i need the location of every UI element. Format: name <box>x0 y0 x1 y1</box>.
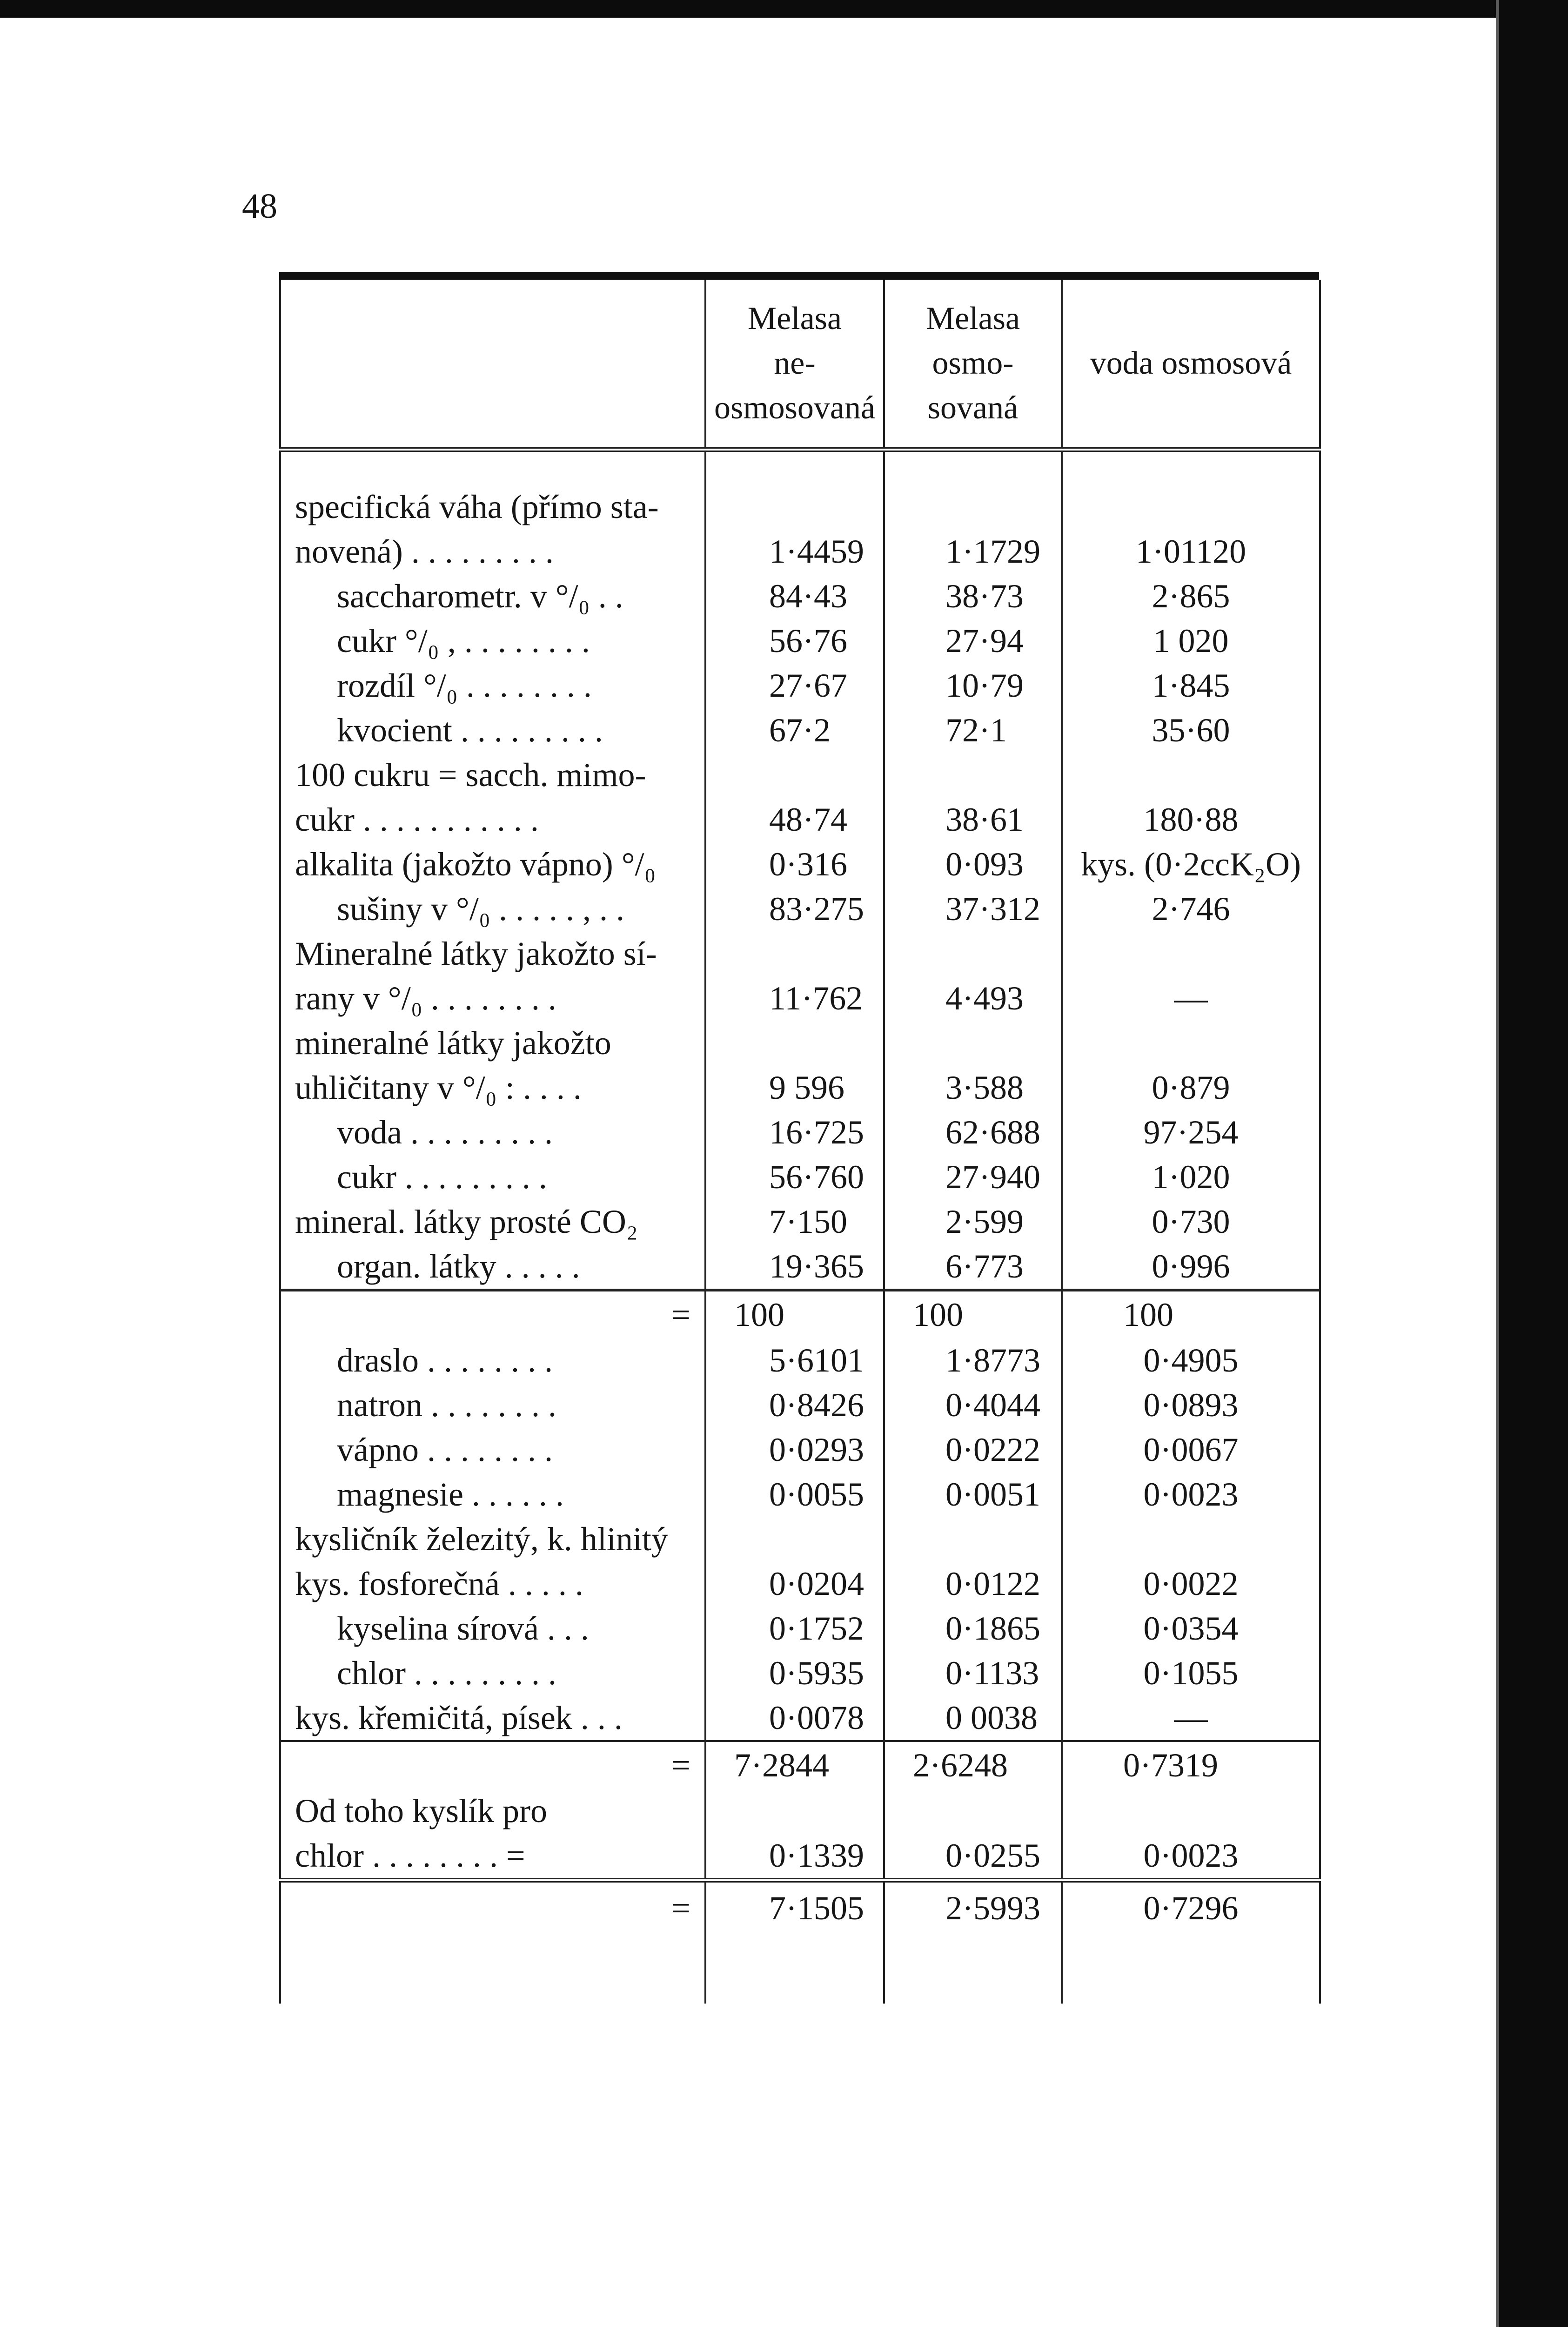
value-melasa-neosmosovana: 56·76 <box>705 619 884 663</box>
value-melasa-osmosovana: 62·688 <box>884 1110 1062 1155</box>
table-row <box>280 1199 1320 1244</box>
table-row <box>280 887 1320 931</box>
table-row <box>280 1110 1320 1155</box>
analysis-table-wrapper <box>279 272 1319 2004</box>
analysis-table <box>279 280 1321 2004</box>
value-voda-osmosova: 0·0354 <box>1062 1606 1320 1651</box>
value-melasa-neosmosovana: 5·6101 <box>705 1338 884 1383</box>
row-label: magnesie . . . . . . <box>280 1472 705 1517</box>
final-total-row <box>280 1880 1320 1934</box>
row-label: cukr . . . . . . . . . <box>280 1155 705 1199</box>
value-melasa-neosmosovana: 0·0204 <box>705 1561 884 1606</box>
value-melasa-osmosovana: 2·599 <box>884 1199 1062 1244</box>
value-melasa-neosmosovana: 48·74 <box>705 753 884 842</box>
value-melasa-osmosovana: 0·093 <box>884 842 1062 887</box>
page-number: 48 <box>242 187 277 226</box>
header-col3: voda osmosová <box>1062 280 1320 450</box>
value-voda-osmosova: 1·01120 <box>1062 484 1320 574</box>
value-melasa-osmosovana: 100 <box>884 1290 1062 1338</box>
value-melasa-neosmosovana: 0·1752 <box>705 1606 884 1651</box>
header-col1-line: osmosovaná <box>714 390 876 426</box>
row-label: kvocient . . . . . . . . . <box>280 708 705 753</box>
row-label <box>280 484 705 574</box>
value-melasa-neosmosovana: 0·1339 <box>705 1789 884 1880</box>
value-voda-osmosova: 0·0022 <box>1062 1561 1320 1606</box>
row-label-line: 100 cukru = sacch. mimo- <box>295 756 646 794</box>
table-row <box>280 931 1320 1021</box>
scan-border-right <box>1499 0 1568 2327</box>
value-voda-osmosova: 0·7319 <box>1062 1741 1320 1789</box>
value-melasa-osmosovana: 72·1 <box>884 708 1062 753</box>
value-melasa-osmosovana: 27·940 <box>884 1155 1062 1199</box>
value-voda-osmosova: 2·746 <box>1062 887 1320 931</box>
row-label <box>280 931 705 1021</box>
row-label <box>280 1789 705 1880</box>
value-voda-osmosova: — <box>1062 931 1320 1021</box>
row-label: natron . . . . . . . . <box>280 1383 705 1427</box>
value-voda-osmosova: 1 020 <box>1062 619 1320 663</box>
value-melasa-neosmosovana: 9 596 <box>705 1021 884 1110</box>
row-label: kys. fosforečná . . . . . <box>280 1561 705 1606</box>
row-label: voda . . . . . . . . . <box>280 1110 705 1155</box>
scan-border-top <box>0 0 1568 18</box>
value-melasa-osmosovana: 38·61 <box>884 753 1062 842</box>
row-label: sušiny v °/₀ . . . . . , . . <box>280 887 705 931</box>
header-col1 <box>705 280 884 450</box>
value-melasa-neosmosovana: 1·4459 <box>705 484 884 574</box>
value-melasa-neosmosovana: 27·67 <box>705 663 884 708</box>
ash-row <box>280 1606 1320 1651</box>
value-melasa-osmosovana: 1·1729 <box>884 484 1062 574</box>
row-label: mineral. látky prosté CO₂ <box>280 1199 705 1244</box>
row-label: = <box>280 1741 705 1789</box>
row-label: vápno . . . . . . . . <box>280 1427 705 1472</box>
value-melasa-neosmosovana: 56·760 <box>705 1155 884 1199</box>
value-melasa-osmosovana: 27·94 <box>884 619 1062 663</box>
table-row <box>280 663 1320 708</box>
value-voda-osmosova: 0·1055 <box>1062 1651 1320 1695</box>
value-voda-osmosova: 1·020 <box>1062 1155 1320 1199</box>
value-voda-osmosova: 35·60 <box>1062 708 1320 753</box>
value-voda-osmosova: 0·7296 <box>1062 1880 1320 1934</box>
value-melasa-neosmosovana: 0·0055 <box>705 1472 884 1517</box>
value-melasa-neosmosovana: 7·150 <box>705 1199 884 1244</box>
value-voda-osmosova: 0·730 <box>1062 1199 1320 1244</box>
value-melasa-osmosovana: 6·773 <box>884 1244 1062 1290</box>
value-voda-osmosova: — <box>1062 1695 1320 1741</box>
header-col2-line: sovaná <box>927 390 1019 426</box>
row-label: draslo . . . . . . . . <box>280 1338 705 1383</box>
row-label-line: uhličitany v °/₀ : . . . . <box>295 1069 582 1106</box>
row-label-line: Mineralné látky jakožto sí- <box>295 935 657 972</box>
value-melasa-neosmosovana: 83·275 <box>705 887 884 931</box>
value-voda-osmosova: 0·0023 <box>1062 1472 1320 1517</box>
ash-row <box>280 1383 1320 1427</box>
value-melasa-osmosovana: 4·493 <box>884 931 1062 1021</box>
value-voda-osmosova: 0·0893 <box>1062 1383 1320 1427</box>
row-label: chlor . . . . . . . . . <box>280 1651 705 1695</box>
value-voda-osmosova: 100 <box>1062 1290 1320 1338</box>
value-voda-osmosova: 0·4905 <box>1062 1338 1320 1383</box>
ash-total-row <box>280 1741 1320 1789</box>
value-melasa-neosmosovana: 0·316 <box>705 842 884 887</box>
value-voda-osmosova: 0·0067 <box>1062 1427 1320 1472</box>
table-row <box>280 708 1320 753</box>
value-melasa-osmosovana: 0 0038 <box>884 1695 1062 1741</box>
ash-row <box>280 1427 1320 1472</box>
value-melasa-osmosovana: 10·79 <box>884 663 1062 708</box>
value-melasa-osmosovana: 2·6248 <box>884 1741 1062 1789</box>
value-melasa-neosmosovana: 16·725 <box>705 1110 884 1155</box>
row-label: organ. látky . . . . . <box>280 1244 705 1290</box>
row-label: = <box>280 1290 705 1338</box>
table-row <box>280 753 1320 842</box>
row-label-line: mineralné látky jakožto <box>295 1024 611 1062</box>
value-voda-osmosova: kys. (0·2ccK₂O) <box>1062 842 1320 887</box>
value-melasa-neosmosovana: 19·365 <box>705 1244 884 1290</box>
row-label-line: novená) . . . . . . . . . <box>295 533 554 570</box>
row-label: alkalita (jakožto vápno) °/₀ <box>280 842 705 887</box>
value-melasa-osmosovana: 0·1133 <box>884 1651 1062 1695</box>
row-label <box>280 753 705 842</box>
header-col1-line: ne- <box>774 345 816 381</box>
table-row <box>280 484 1320 574</box>
value-voda-osmosova: 0·996 <box>1062 1244 1320 1290</box>
value-melasa-osmosovana: 1·8773 <box>884 1338 1062 1383</box>
total-row <box>280 1290 1320 1338</box>
table-top-rule <box>279 272 1319 280</box>
value-melasa-neosmosovana: 11·762 <box>705 931 884 1021</box>
value-melasa-osmosovana: 0·4044 <box>884 1383 1062 1427</box>
row-label: kys. křemičitá, písek . . . <box>280 1695 705 1741</box>
value-melasa-osmosovana: 0·0051 <box>884 1472 1062 1517</box>
value-voda-osmosova: 1·845 <box>1062 663 1320 708</box>
value-melasa-neosmosovana: 100 <box>705 1290 884 1338</box>
value-melasa-osmosovana: 38·73 <box>884 574 1062 619</box>
value-melasa-neosmosovana: 0·0078 <box>705 1695 884 1741</box>
row-label-line: cukr . . . . . . . . . . . <box>295 801 539 838</box>
value-melasa-osmosovana: 0·0255 <box>884 1789 1062 1880</box>
row-label: kysličník železitý, k. hlinitý <box>280 1517 705 1561</box>
value-voda-osmosova: 0·0023 <box>1062 1789 1320 1880</box>
value-melasa-neosmosovana: 7·1505 <box>705 1880 884 1934</box>
row-label-line: chlor . . . . . . . . = <box>295 1837 525 1874</box>
row-label: rozdíl °/₀ . . . . . . . . <box>280 663 705 708</box>
value-melasa-osmosovana: 0·0222 <box>884 1427 1062 1472</box>
row-label-line: Od toho kyslík pro <box>295 1792 548 1829</box>
value-melasa-osmosovana <box>884 1517 1062 1561</box>
value-voda-osmosova: 2·865 <box>1062 574 1320 619</box>
value-melasa-neosmosovana: 84·43 <box>705 574 884 619</box>
oxygen-row <box>280 1789 1320 1880</box>
table-row <box>280 619 1320 663</box>
value-voda-osmosova: 180·88 <box>1062 753 1320 842</box>
value-melasa-osmosovana: 37·312 <box>884 887 1062 931</box>
row-label: kyselina sírová . . . <box>280 1606 705 1651</box>
value-voda-osmosova <box>1062 1517 1320 1561</box>
ash-row <box>280 1651 1320 1695</box>
value-melasa-osmosovana: 3·588 <box>884 1021 1062 1110</box>
row-label <box>280 1021 705 1110</box>
tail-spacer-row <box>280 1934 1320 2004</box>
ash-row <box>280 1695 1320 1741</box>
value-melasa-neosmosovana <box>705 1517 884 1561</box>
header-col2-line: Melasa <box>925 301 1020 336</box>
table-row <box>280 842 1320 887</box>
ash-row <box>280 1561 1320 1606</box>
ash-row <box>280 1517 1320 1561</box>
row-label-line: rany v °/₀ . . . . . . . . <box>295 980 556 1017</box>
header-label-cell <box>280 280 705 450</box>
row-label: cukr °/₀ , . . . . . . . . <box>280 619 705 663</box>
table-row <box>280 1155 1320 1199</box>
ash-row <box>280 1338 1320 1383</box>
value-melasa-neosmosovana: 0·5935 <box>705 1651 884 1695</box>
value-melasa-neosmosovana: 7·2844 <box>705 1741 884 1789</box>
header-col2 <box>884 280 1062 450</box>
value-melasa-neosmosovana: 67·2 <box>705 708 884 753</box>
header-col2-line: osmo- <box>932 345 1014 381</box>
value-melasa-osmosovana: 0·0122 <box>884 1561 1062 1606</box>
value-melasa-osmosovana: 0·1865 <box>884 1606 1062 1651</box>
row-label: = <box>280 1880 705 1934</box>
table-row <box>280 1244 1320 1290</box>
ash-row <box>280 1472 1320 1517</box>
value-voda-osmosova: 0·879 <box>1062 1021 1320 1110</box>
value-melasa-neosmosovana: 0·8426 <box>705 1383 884 1427</box>
row-label-line: specifická váha (přímo sta- <box>295 488 659 525</box>
table-row <box>280 1021 1320 1110</box>
table-row <box>280 574 1320 619</box>
value-melasa-neosmosovana: 0·0293 <box>705 1427 884 1472</box>
value-melasa-osmosovana: 2·5993 <box>884 1880 1062 1934</box>
row-label: saccharometr. v °/₀ . . <box>280 574 705 619</box>
header-col1-line: Melasa <box>747 301 842 336</box>
header-row <box>280 280 1320 450</box>
spacer-row <box>280 450 1320 484</box>
value-voda-osmosova: 97·254 <box>1062 1110 1320 1155</box>
